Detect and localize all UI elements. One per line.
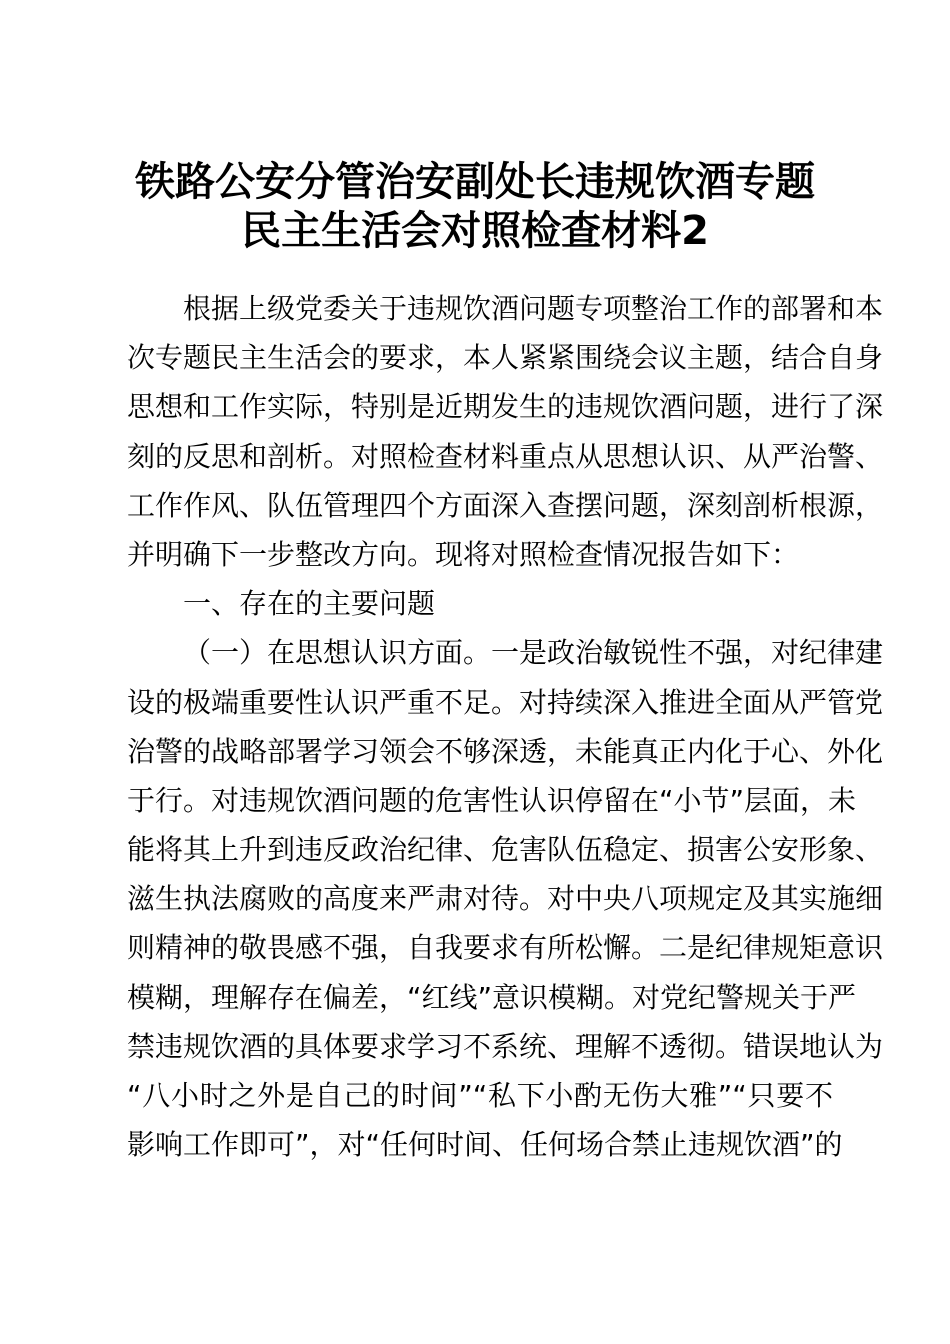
paragraph-line: 次专题民主生活会的要求，本人紧紧围绕会议主题，结合自身 xyxy=(127,341,884,375)
paragraph-line: 刻的反思和剖析。对照检查材料重点从思想认识、从严治警、 xyxy=(127,439,884,473)
paragraph-line: 设的极端重要性认识严重不足。对持续深入推进全面从严管党 xyxy=(127,685,884,719)
paragraph-line: 工作作风、队伍管理四个方面深入查摆问题，深刻剖析根源， xyxy=(127,488,884,522)
paragraph-line: 滋生执法腐败的高度来严肃对待。对中央八项规定及其实施细 xyxy=(127,882,884,916)
paragraph-line: 影响工作即可”，对“任何时间、任何场合禁止违规饮酒”的 xyxy=(127,1128,843,1162)
paragraph-line: 于行。对违规饮酒问题的危害性认识停留在“小节”层面，未 xyxy=(127,783,857,817)
paragraph-line: 禁违规饮酒的具体要求学习不系统、理解不透彻。错误地认为 xyxy=(127,1029,884,1063)
paragraph-line: 能将其上升到违反政治纪律、危害队伍稳定、损害公安形象、 xyxy=(127,833,884,867)
paragraph-line: 思想和工作实际，特别是近期发生的违规饮酒问题，进行了深 xyxy=(127,390,884,424)
section-heading: 一、存在的主要问题 xyxy=(183,587,436,621)
paragraph-line: 并明确下一步整改方向。现将对照检查情况报告如下： xyxy=(127,537,800,571)
paragraph-line: （一）在思想认识方面。一是政治敏锐性不强，对纪律建 xyxy=(183,636,884,670)
title-line: 铁路公安分管治安副处长违规饮酒专题 xyxy=(135,159,815,205)
paragraph-line: 则精神的敬畏感不强，自我要求有所松懈。二是纪律规矩意识 xyxy=(127,931,884,965)
document-title xyxy=(0,158,950,256)
paragraph-line: 根据上级党委关于违规饮酒问题专项整治工作的部署和本 xyxy=(183,292,884,325)
paragraph-line: “八小时之外是自己的时间”“私下小酌无伤大雅”“只要不 xyxy=(127,1079,833,1112)
paragraph-line: 模糊，理解存在偏差，“红线”意识模糊。对党纪警规关于严 xyxy=(127,980,857,1014)
document-body xyxy=(127,284,884,1169)
title-line: 民主生活会对照检查材料2 xyxy=(241,208,709,254)
paragraph-line: 治警的战略部署学习领会不够深透，未能真正内化于心、外化 xyxy=(127,734,884,768)
